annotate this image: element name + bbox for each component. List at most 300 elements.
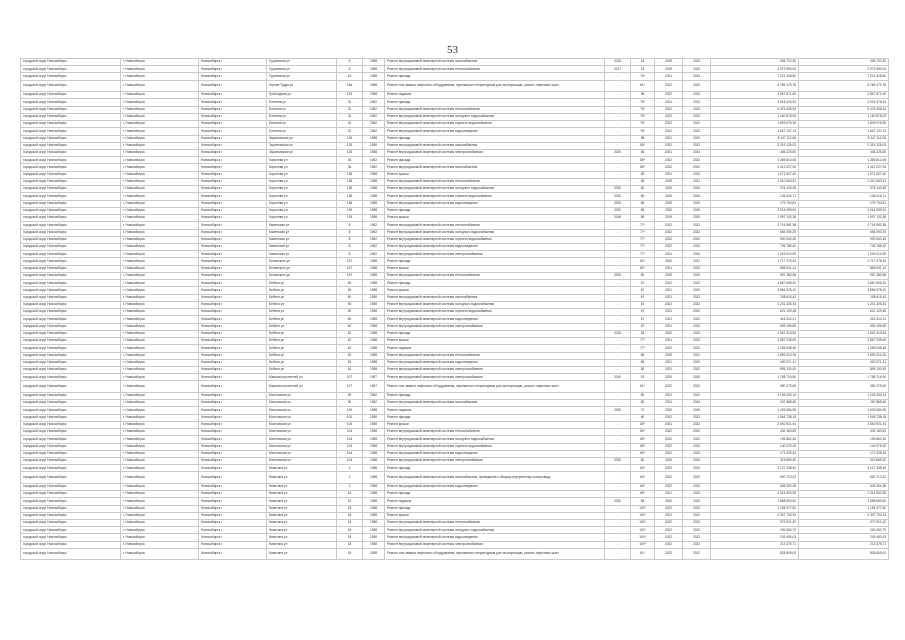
cell-street: Бебеля ул bbox=[267, 309, 337, 316]
cell-plan-end-year: 2022 bbox=[683, 472, 711, 483]
cell-last-repair-year: - bbox=[605, 436, 631, 443]
cell-settlement: г. Новосибирск bbox=[121, 287, 199, 294]
cell-settlement: г. Новосибирск bbox=[121, 142, 199, 149]
cell-build-year: 1958 bbox=[363, 323, 385, 330]
cell-work-type: Ремонт внутридомовой инженерной системы теплоснабжения bbox=[385, 520, 605, 527]
table-row bbox=[21, 534, 889, 541]
cell-wear-percent: 82* bbox=[631, 258, 655, 265]
cell-municipality: городской округ Новосибирск bbox=[21, 258, 121, 265]
cell-plan-end-year: 2020 bbox=[683, 66, 711, 73]
cell-total-cost: 645 304,38 bbox=[711, 483, 799, 490]
cell-plan-end-year: 2020 bbox=[683, 272, 711, 279]
cell-street: Есенина ул bbox=[267, 121, 337, 128]
cell-municipality: городской округ Новосибирск bbox=[21, 149, 121, 156]
table-row bbox=[21, 236, 889, 243]
cell-total-cost: 7 221 318,80 bbox=[711, 73, 799, 80]
cell-total-cost: 972 921,32 bbox=[711, 520, 799, 527]
cell-fund-cost: 3 412 027,94 bbox=[799, 164, 889, 171]
cell-wear-percent: 77* bbox=[631, 236, 655, 243]
cell-total-cost: 2 615 476,34 bbox=[711, 99, 799, 106]
cell-total-cost: 1 259 038,45 bbox=[711, 345, 799, 352]
cell-plan-end-year: 2022 bbox=[683, 527, 711, 534]
table-row bbox=[21, 323, 889, 330]
cell-total-cost: 179 700,81 bbox=[711, 200, 799, 207]
cell-work-type: Ремонт внутридомовой инженерной системы горячего водоснабжения bbox=[385, 236, 605, 243]
cell-work-type: Ремонт фасада bbox=[385, 157, 605, 164]
cell-settlement: г. Новосибирск bbox=[121, 164, 199, 171]
cell-house-number: 31 bbox=[337, 113, 363, 120]
cell-build-year: 1958 bbox=[363, 520, 385, 527]
cell-plan-start-year: 2022 bbox=[655, 142, 683, 149]
table-row bbox=[21, 359, 889, 366]
cell-street: Каменская ул bbox=[267, 251, 337, 258]
cell-locality: Новосибирск г bbox=[199, 280, 267, 287]
cell-build-year: 1958 bbox=[363, 287, 385, 294]
cell-wear-percent: 67 bbox=[631, 316, 655, 323]
cell-work-type: Ремонт крыши bbox=[385, 421, 605, 428]
cell-house-number: 138 bbox=[337, 193, 363, 200]
cell-fund-cost: 1 809 076,39 bbox=[799, 121, 889, 128]
cell-municipality: городской округ Новосибирск bbox=[21, 59, 121, 66]
cell-house-number: 104 bbox=[337, 450, 363, 457]
cell-house-number: 62 bbox=[337, 352, 363, 359]
cell-work-type: Ремонт внутридомовой инженерной системы электроснабжения bbox=[385, 251, 605, 258]
cell-locality: Новосибирск г bbox=[199, 421, 267, 428]
cell-build-year: 1958 bbox=[363, 414, 385, 421]
cell-total-cost: 416 314,21 bbox=[711, 316, 799, 323]
cell-plan-end-year: 2022 bbox=[683, 287, 711, 294]
cell-settlement: г. Новосибирск bbox=[121, 414, 199, 421]
cell-municipality: городской округ Новосибирск bbox=[21, 186, 121, 193]
cell-plan-end-year: 2022 bbox=[683, 338, 711, 345]
cell-plan-end-year: 2024 bbox=[683, 251, 711, 258]
cell-house-number: 8 bbox=[337, 236, 363, 243]
cell-build-year: 1958 bbox=[363, 178, 385, 185]
cell-work-type: Ремонт крыши bbox=[385, 215, 605, 222]
cell-municipality: городской округ Новосибирск bbox=[21, 171, 121, 178]
cell-work-type: Ремонт фасада bbox=[385, 258, 605, 265]
cell-total-cost: 2 857 039,69 bbox=[711, 338, 799, 345]
cell-settlement: г. Новосибирск bbox=[121, 66, 199, 73]
cell-settlement: г. Новосибирск bbox=[121, 149, 199, 156]
cell-wear-percent: 75* bbox=[631, 106, 655, 113]
cell-plan-start-year: 2022 bbox=[655, 429, 683, 436]
cell-work-type: Ремонт крыши bbox=[385, 287, 605, 294]
cell-municipality: городской округ Новосибирск bbox=[21, 294, 121, 301]
table-row bbox=[21, 400, 889, 407]
cell-municipality: городской округ Новосибирск bbox=[21, 251, 121, 258]
cell-settlement: г. Новосибирск bbox=[121, 338, 199, 345]
cell-wear-percent: 65* bbox=[631, 491, 655, 498]
cell-plan-start-year: 2022 bbox=[655, 164, 683, 171]
cell-last-repair-year: - bbox=[605, 294, 631, 301]
cell-house-number: 18 bbox=[337, 527, 363, 534]
cell-settlement: г. Новосибирск bbox=[121, 465, 199, 472]
cell-work-type: Ремонт внутридомовой инженерной системы холодного водоснабжения bbox=[385, 301, 605, 308]
cell-build-year: 1958 bbox=[363, 135, 385, 142]
cell-last-repair-year: - bbox=[605, 128, 631, 135]
cell-total-cost: 1 231 325,34 bbox=[711, 301, 799, 308]
cell-work-type: Ремонт или замена лифтового оборудования, признанного непригодным для эксплуатации, ремонт лифтовых шахт bbox=[385, 80, 605, 91]
cell-fund-cost: 2 857 039,69 bbox=[799, 338, 889, 345]
cell-municipality: городской округ Новосибирск bbox=[21, 200, 121, 207]
cell-last-repair-year: - bbox=[605, 352, 631, 359]
cell-plan-start-year: 2021 bbox=[655, 135, 683, 142]
cell-fund-cost: 1 768 716,90 bbox=[799, 374, 889, 381]
cell-build-year: 1958 bbox=[363, 429, 385, 436]
cell-settlement: г. Новосибирск bbox=[121, 330, 199, 337]
cell-street: Мостовская ул bbox=[267, 457, 337, 464]
cell-total-cost: 900 540,45 bbox=[711, 236, 799, 243]
cell-wear-percent: 77* bbox=[631, 222, 655, 229]
cell-last-repair-year: 2016 bbox=[605, 59, 631, 66]
cell-plan-end-year: 2024 bbox=[683, 400, 711, 407]
cell-street: Королева ул bbox=[267, 207, 337, 214]
cell-last-repair-year: 2016 bbox=[605, 215, 631, 222]
cell-last-repair-year: - bbox=[605, 142, 631, 149]
cell-fund-cost: 1 717 276,43 bbox=[799, 258, 889, 265]
cell-total-cost: 1 647 137,13 bbox=[711, 128, 799, 135]
cell-last-repair-year: - bbox=[605, 359, 631, 366]
cell-plan-start-year: 2022 bbox=[655, 472, 683, 483]
cell-wear-percent: 67 bbox=[631, 280, 655, 287]
cell-plan-end-year: 2022 bbox=[683, 99, 711, 106]
table-row bbox=[21, 164, 889, 171]
cell-plan-start-year: 2019 bbox=[655, 215, 683, 222]
cell-total-cost: 140 075,15 bbox=[711, 443, 799, 450]
cell-municipality: городской округ Новосибирск bbox=[21, 505, 121, 512]
cell-plan-start-year: 2022 bbox=[655, 236, 683, 243]
cell-fund-cost: 306 720,30 bbox=[799, 59, 889, 66]
table-row bbox=[21, 207, 889, 214]
table-row bbox=[21, 92, 889, 99]
cell-fund-cost: 1 154 977,82 bbox=[799, 505, 889, 512]
cell-street: Машиностроителей ул bbox=[267, 374, 337, 381]
cell-total-cost: 306 720,30 bbox=[711, 59, 799, 66]
cell-municipality: городской округ Новосибирск bbox=[21, 352, 121, 359]
cell-total-cost: 196 862,45 bbox=[711, 436, 799, 443]
cell-locality: Новосибирск г bbox=[199, 80, 267, 91]
table-row bbox=[21, 407, 889, 414]
cell-build-year: 1958 bbox=[363, 512, 385, 519]
cell-work-type: Ремонт внутридомовой инженерной системы газоснабжения bbox=[385, 294, 605, 301]
cell-street: Бебеля ул bbox=[267, 359, 337, 366]
cell-plan-end-year: 2022 bbox=[683, 265, 711, 272]
cell-fund-cost: 1 071 627,40 bbox=[799, 171, 889, 178]
cell-wear-percent: 100* bbox=[631, 534, 655, 541]
cell-work-type: Ремонт фасада bbox=[385, 135, 605, 142]
cell-wear-percent: 75* bbox=[631, 121, 655, 128]
cell-street: Каменская ул bbox=[267, 222, 337, 229]
cell-locality: Новосибирск г bbox=[199, 265, 267, 272]
cell-settlement: г. Новосибирск bbox=[121, 483, 199, 490]
table-row bbox=[21, 345, 889, 352]
cell-settlement: г. Новосибирск bbox=[121, 421, 199, 428]
cell-wear-percent: 75* bbox=[631, 113, 655, 120]
cell-build-year: 1958 bbox=[363, 534, 385, 541]
cell-street: Никитина ул bbox=[267, 541, 337, 548]
cell-fund-cost: 2 014 099,94 bbox=[799, 207, 889, 214]
cell-plan-start-year: 2022 bbox=[655, 280, 683, 287]
cell-wear-percent: 77* bbox=[631, 229, 655, 236]
cell-street: Бебеля ул bbox=[267, 287, 337, 294]
cell-total-cost: 1 071 627,40 bbox=[711, 171, 799, 178]
cell-build-year: 1958 bbox=[363, 407, 385, 414]
cell-fund-cost: 400 071,41 bbox=[799, 359, 889, 366]
cell-plan-end-year: 2022 bbox=[683, 450, 711, 457]
cell-build-year: 1958 bbox=[363, 149, 385, 156]
cell-municipality: городской округ Новосибирск bbox=[21, 520, 121, 527]
cell-locality: Новосибирск г bbox=[199, 301, 267, 308]
cell-wear-percent: 77* bbox=[631, 251, 655, 258]
cell-fund-cost: 828 809,00 bbox=[799, 548, 889, 559]
cell-settlement: г. Новосибирск bbox=[121, 106, 199, 113]
cell-total-cost: 2 014 099,94 bbox=[711, 207, 799, 214]
cell-plan-end-year: 2022 bbox=[683, 323, 711, 330]
cell-plan-end-year: 2022 bbox=[683, 135, 711, 142]
cell-wear-percent: 80* bbox=[631, 443, 655, 450]
cell-house-number: 138 bbox=[337, 171, 363, 178]
cell-plan-end-year: 2022 bbox=[683, 345, 711, 352]
cell-build-year: 1958 bbox=[363, 472, 385, 483]
cell-locality: Новосибирск г bbox=[199, 236, 267, 243]
cell-work-type: Ремонт внутридомовой инженерной системы электроснабжения bbox=[385, 149, 605, 156]
cell-locality: Новосибирск г bbox=[199, 121, 267, 128]
cell-last-repair-year: - bbox=[605, 229, 631, 236]
cell-wear-percent: 70 bbox=[631, 407, 655, 414]
cell-plan-end-year: 2022 bbox=[683, 142, 711, 149]
cell-fund-cost: 645 304,38 bbox=[799, 483, 889, 490]
cell-plan-end-year: 2022 bbox=[683, 548, 711, 559]
cell-street: Есенина ул bbox=[267, 106, 337, 113]
cell-plan-end-year: 2022 bbox=[683, 294, 711, 301]
cell-fund-cost: 2 615 476,34 bbox=[799, 99, 889, 106]
table-row bbox=[21, 483, 889, 490]
cell-work-type: Ремонт внутридомовой инженерной системы газоснабжения bbox=[385, 59, 605, 66]
cell-last-repair-year: 2020 bbox=[605, 149, 631, 156]
cell-wear-percent: 60 bbox=[631, 272, 655, 279]
cell-build-year: 1962 bbox=[363, 392, 385, 399]
table-row bbox=[21, 505, 889, 512]
cell-work-type: Ремонт внутридомовой инженерной системы газоснабжения, приведение к общему внутреннему газопроводу bbox=[385, 472, 605, 483]
cell-build-year: 1958 bbox=[363, 367, 385, 374]
cell-fund-cost: 140 075,15 bbox=[799, 443, 889, 450]
cell-locality: Новосибирск г bbox=[199, 429, 267, 436]
cell-settlement: г. Новосибирск bbox=[121, 244, 199, 251]
cell-municipality: городской округ Новосибирск bbox=[21, 359, 121, 366]
cell-municipality: городской округ Новосибирск bbox=[21, 465, 121, 472]
cell-street: Есенина ул bbox=[267, 128, 337, 135]
cell-build-year: 1958 bbox=[363, 171, 385, 178]
cell-settlement: г. Новосибирск bbox=[121, 193, 199, 200]
cell-work-type: Ремонт внутридомовой инженерной системы электроснабжения bbox=[385, 367, 605, 374]
cell-build-year: 1958 bbox=[363, 280, 385, 287]
cell-build-year: 1958 bbox=[363, 186, 385, 193]
cell-locality: Новосибирск г bbox=[199, 164, 267, 171]
cell-locality: Новосибирск г bbox=[199, 171, 267, 178]
cell-locality: Новосибирск г bbox=[199, 142, 267, 149]
cell-total-cost: 1 768 716,90 bbox=[711, 374, 799, 381]
cell-build-year: 1962 bbox=[363, 400, 385, 407]
cell-municipality: городской округ Новосибирск bbox=[21, 548, 121, 559]
cell-work-type: Ремонт внутридомовой инженерной системы электроснабжения bbox=[385, 323, 605, 330]
cell-build-year: 1962 bbox=[363, 251, 385, 258]
cell-settlement: г. Новосибирск bbox=[121, 367, 199, 374]
cell-build-year: 1958 bbox=[363, 272, 385, 279]
cell-plan-end-year: 2020 bbox=[683, 498, 711, 505]
cell-last-repair-year: - bbox=[605, 534, 631, 541]
cell-municipality: городской округ Новосибирск bbox=[21, 215, 121, 222]
cell-house-number: 31 bbox=[337, 99, 363, 106]
cell-house-number: 2 bbox=[337, 472, 363, 483]
table-row bbox=[21, 149, 889, 156]
cell-plan-end-year: 2022 bbox=[683, 512, 711, 519]
cell-house-number: 167 bbox=[337, 272, 363, 279]
cell-municipality: городской округ Новосибирск bbox=[21, 73, 121, 80]
cell-last-repair-year: 2020 bbox=[605, 186, 631, 193]
cell-plan-start-year: 2022 bbox=[655, 157, 683, 164]
cell-wear-percent: 100* bbox=[631, 512, 655, 519]
cell-last-repair-year: - bbox=[605, 236, 631, 243]
cell-street: Каменская ул bbox=[267, 236, 337, 243]
cell-build-year: 1958 bbox=[363, 330, 385, 337]
cell-plan-end-year: 2021 bbox=[683, 352, 711, 359]
cell-plan-start-year: 2022 bbox=[655, 121, 683, 128]
cell-plan-start-year: 2022 bbox=[655, 229, 683, 236]
cell-locality: Новосибирск г bbox=[199, 149, 267, 156]
cell-locality: Новосибирск г bbox=[199, 193, 267, 200]
cell-plan-start-year: 2022 bbox=[655, 128, 683, 135]
cell-fund-cost: 1 899 210,25 bbox=[799, 352, 889, 359]
cell-locality: Новосибирск г bbox=[199, 99, 267, 106]
cell-fund-cost: 656 090,25 bbox=[799, 229, 889, 236]
cell-street: Бебеля ул bbox=[267, 294, 337, 301]
cell-last-repair-year: - bbox=[605, 113, 631, 120]
cell-plan-start-year: 2022 bbox=[655, 106, 683, 113]
cell-plan-start-year: 2022 bbox=[655, 465, 683, 472]
cell-settlement: г. Новосибирск bbox=[121, 472, 199, 483]
cell-build-year: 1962 bbox=[363, 157, 385, 164]
cell-build-year: 1958 bbox=[363, 309, 385, 316]
cell-work-type: Ремонт внутридомовой инженерной системы теплоснабжения bbox=[385, 352, 605, 359]
cell-last-repair-year: - bbox=[605, 258, 631, 265]
cell-plan-start-year: 2020 bbox=[655, 272, 683, 279]
cell-work-type: Ремонт крыши bbox=[385, 265, 605, 272]
table-row bbox=[21, 222, 889, 229]
cell-fund-cost: 2 073 950,04 bbox=[799, 66, 889, 73]
cell-house-number: 31 bbox=[337, 121, 363, 128]
cell-locality: Новосибирск г bbox=[199, 157, 267, 164]
cell-build-year: 1958 bbox=[363, 505, 385, 512]
cell-build-year: 1958 bbox=[363, 294, 385, 301]
cell-plan-start-year: 2020 bbox=[655, 258, 683, 265]
cell-fund-cost: 243 450,03 bbox=[799, 534, 889, 541]
cell-locality: Новосибирск г bbox=[199, 73, 267, 80]
cell-street: Бебеля ул bbox=[267, 301, 337, 308]
cell-settlement: г. Новосибирск bbox=[121, 392, 199, 399]
cell-house-number: 2 bbox=[337, 465, 363, 472]
cell-plan-end-year: 2023 bbox=[683, 73, 711, 80]
cell-municipality: городской округ Новосибирск bbox=[21, 301, 121, 308]
table-row bbox=[21, 472, 889, 483]
cell-fund-cost: 3 319 125,03 bbox=[799, 142, 889, 149]
cell-wear-percent: 65 bbox=[631, 186, 655, 193]
cell-settlement: г. Новосибирск bbox=[121, 128, 199, 135]
cell-house-number: 31 bbox=[337, 128, 363, 135]
cell-work-type: Ремонт фасада bbox=[385, 491, 605, 498]
cell-locality: Новосибирск г bbox=[199, 128, 267, 135]
cell-plan-end-year: 2022 bbox=[683, 392, 711, 399]
cell-settlement: г. Новосибирск bbox=[121, 222, 199, 229]
table-row bbox=[21, 374, 889, 381]
cell-build-year: 1958 bbox=[363, 92, 385, 99]
cell-total-cost: 8 147 112,08 bbox=[711, 135, 799, 142]
cell-last-repair-year: - bbox=[605, 392, 631, 399]
cell-plan-start-year: 2020 bbox=[655, 457, 683, 464]
cell-work-type: Ремонт внутридомовой инженерной системы водоотведения bbox=[385, 244, 605, 251]
cell-municipality: городской округ Новосибирск bbox=[21, 193, 121, 200]
cell-house-number: 18 bbox=[337, 548, 363, 559]
cell-settlement: г. Новосибирск bbox=[121, 135, 199, 142]
cell-plan-start-year: 2022 bbox=[655, 443, 683, 450]
cell-plan-start-year: 2020 bbox=[655, 407, 683, 414]
cell-municipality: городской округ Новосибирск bbox=[21, 527, 121, 534]
cell-total-cost: 869 941,14 bbox=[711, 265, 799, 272]
cell-house-number: 100 bbox=[337, 414, 363, 421]
cell-municipality: городской округ Новосибирск bbox=[21, 121, 121, 128]
cell-total-cost: 375 143,35 bbox=[711, 186, 799, 193]
cell-municipality: городской округ Новосибирск bbox=[21, 498, 121, 505]
cell-total-cost: 957 380,98 bbox=[711, 272, 799, 279]
cell-locality: Новосибирск г bbox=[199, 483, 267, 490]
cell-street: Белинского ул bbox=[267, 272, 337, 279]
cell-wear-percent: 65 bbox=[631, 352, 655, 359]
cell-locality: Новосибирск г bbox=[199, 527, 267, 534]
cell-street: Никитина ул bbox=[267, 465, 337, 472]
cell-street: Зыряновская ул bbox=[267, 135, 337, 142]
cell-last-repair-year: 2019 bbox=[605, 374, 631, 381]
cell-house-number: 8 bbox=[337, 222, 363, 229]
cell-build-year: 1962 bbox=[363, 121, 385, 128]
cell-street: Белинского ул bbox=[267, 258, 337, 265]
cell-street: Никитина ул bbox=[267, 520, 337, 527]
cell-build-year: 1958 bbox=[363, 265, 385, 272]
cell-locality: Новосибирск г bbox=[199, 414, 267, 421]
cell-total-cost: 5 476 305,94 bbox=[711, 106, 799, 113]
cell-street: Королева ул bbox=[267, 157, 337, 164]
cell-total-cost: 1 160 875,03 bbox=[711, 113, 799, 120]
cell-settlement: г. Новосибирск bbox=[121, 207, 199, 214]
cell-total-cost: 1 809 076,39 bbox=[711, 121, 799, 128]
table-row bbox=[21, 352, 889, 359]
cell-locality: Новосибирск г bbox=[199, 222, 267, 229]
cell-wear-percent: 61* bbox=[631, 381, 655, 392]
cell-wear-percent: 84* bbox=[631, 465, 655, 472]
cell-last-repair-year: - bbox=[605, 301, 631, 308]
cell-settlement: г. Новосибирск bbox=[121, 309, 199, 316]
cell-settlement: г. Новосибирск bbox=[121, 272, 199, 279]
cell-last-repair-year: 2020 bbox=[605, 457, 631, 464]
cell-house-number: 62 bbox=[337, 330, 363, 337]
cell-plan-end-year: 2022 bbox=[683, 157, 711, 164]
cell-total-cost: 3 319 125,03 bbox=[711, 142, 799, 149]
cell-fund-cost: 5 476 305,94 bbox=[799, 106, 889, 113]
table-row bbox=[21, 265, 889, 272]
cell-locality: Новосибирск г bbox=[199, 392, 267, 399]
cell-total-cost: 3 127 338,40 bbox=[711, 465, 799, 472]
cell-work-type: Ремонт внутридомовой инженерной системы теплоснабжения bbox=[385, 222, 605, 229]
cell-total-cost: 3 412 027,94 bbox=[711, 164, 799, 171]
